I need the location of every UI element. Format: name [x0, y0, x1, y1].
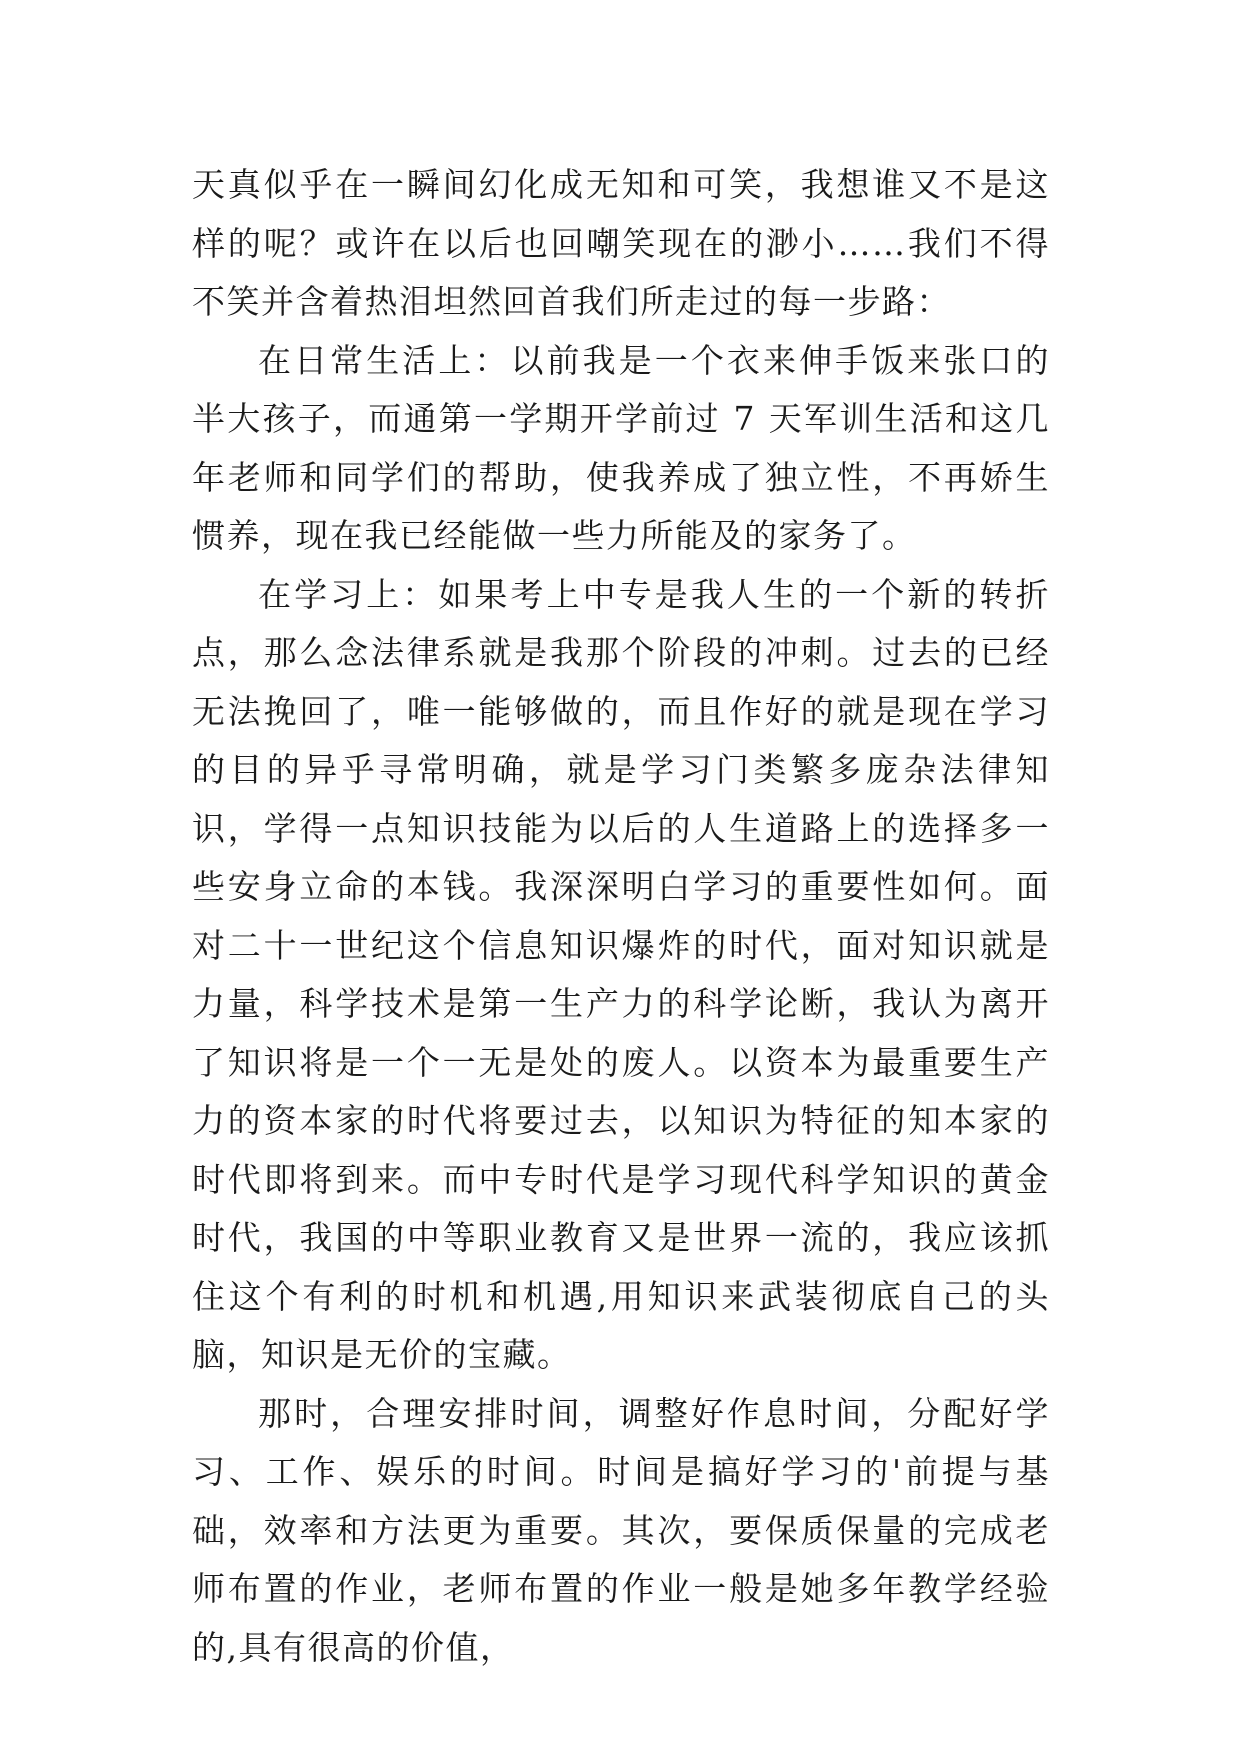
document-body — [192, 156, 1050, 1677]
paragraph-3: 在学习上：如果考上中专是我人生的一个新的转折点，那么念法律系就是我那个阶段的冲刺。过去的已经无法挽回了，唯一能够做的，而且作好的就是现在学习的目的异乎寻常明确，就是学习门类繁多庞杂法律知识，学得一点知识技能为以后的人生道路上的选择多一些安身立命的本钱。我深深明白学习的重要性如何。面对二十一世纪这个信息知识爆炸的时代，面对知识就是力量，科学技术是第一生产力的科学论断，我认为离开了知识将是一个一无是处的废人。以资本为最重要生产力的资本家的时代将要过去，以知识为特征的知本家的时代即将到来。而中专时代是学习现代科学知识的黄金时代，我国的中等职业教育又是世界一流的，我应该抓住这个有利的时机和机遇,用知识来武装彻底自己的头脑，知识是无价的宝藏。 — [192, 574, 1050, 1374]
paragraph-1: 天真似乎在一瞬间幻化成无知和可笑，我想谁又不是这样的呢？或许在以后也回嘲笑现在的渺小……我们不得不笑并含着热泪坦然回首我们所走过的每一步路： — [192, 165, 1050, 321]
paragraph-4: 那时，合理安排时间，调整好作息时间，分配好学习、工作、娱乐的时间。时间是搞好学习的'前提与基础，效率和方法更为重要。其次，要保质保量的完成老师布置的作业，老师布置的作业一般是她多年教学经验的,具有很高的价值， — [192, 1393, 1050, 1667]
paragraph-2: 在日常生活上：以前我是一个衣来伸手饭来张口的半大孩子，而通第一学期开学前过 7 天军训生活和这几年老师和同学们的帮助，使我养成了独立性，不再娇生惯养，现在我已经能做一些力所能及的家务了。 — [192, 340, 1050, 555]
